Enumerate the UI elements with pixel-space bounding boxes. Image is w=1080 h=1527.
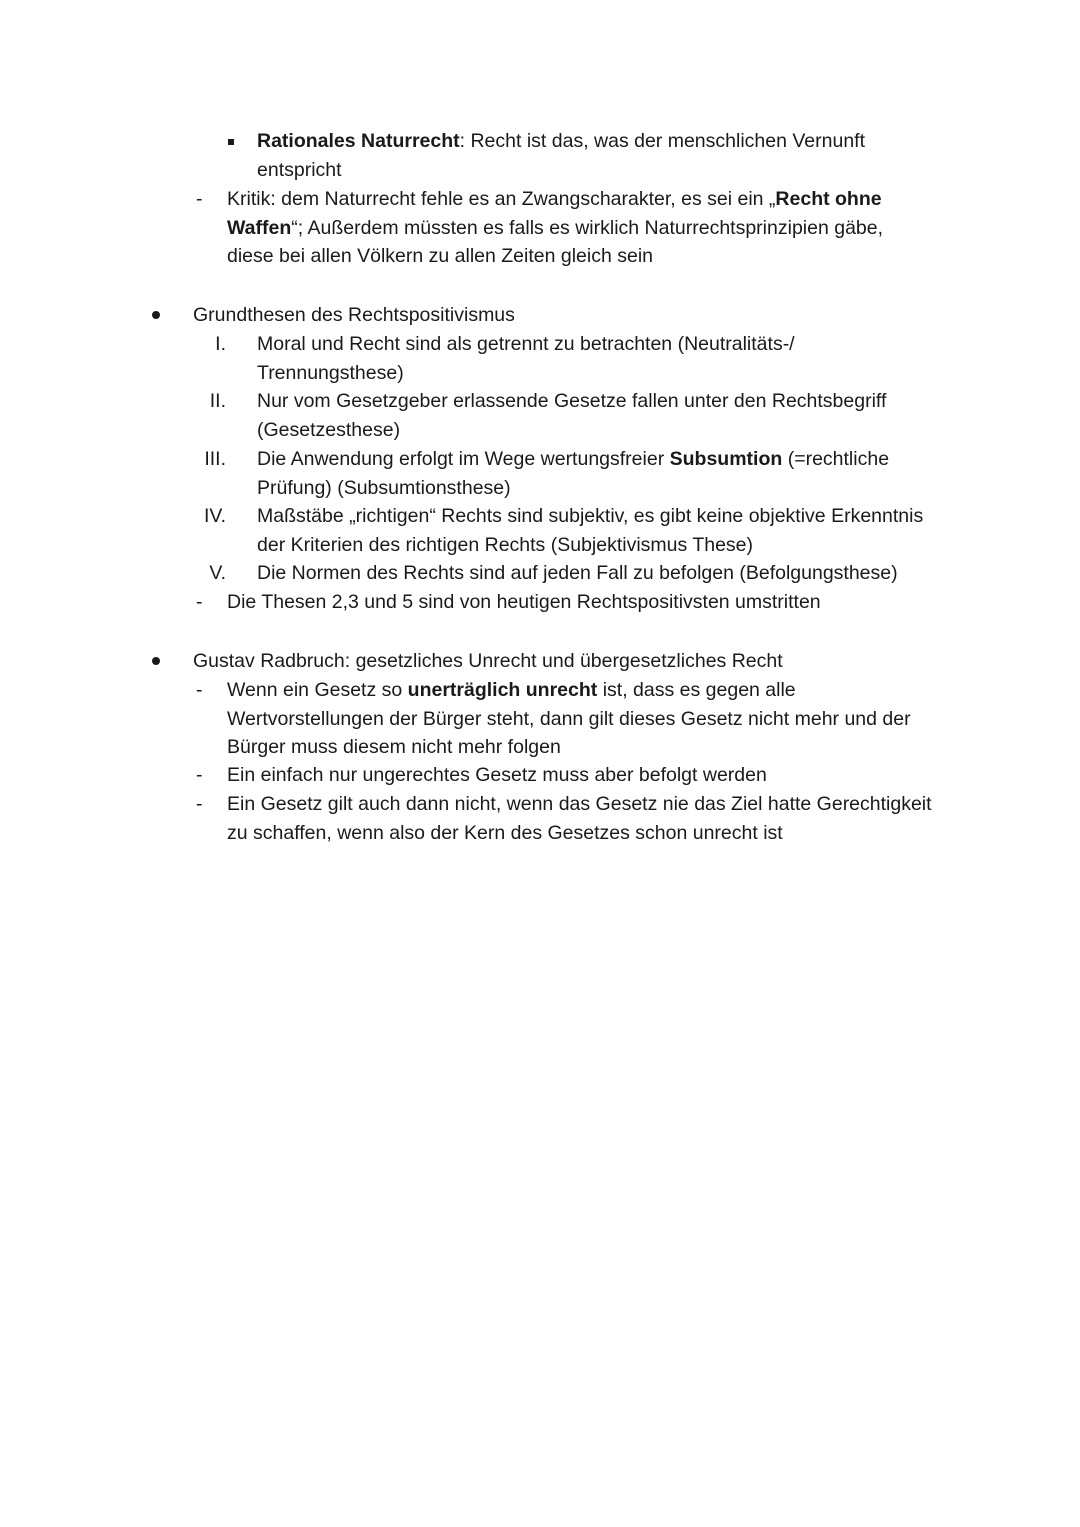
rational-naturrecht-definition: : Recht ist das, was der menschlichen Vernunft — [459, 130, 866, 152]
thesis-1-line2: Trennungsthese) — [257, 361, 404, 384]
thesis-3-line2: Prüfung) (Subsumtionsthese) — [257, 476, 511, 499]
thesis-numeral-2: II. — [209, 390, 226, 412]
thesis-numeral-4: IV. — [203, 505, 226, 527]
thesis-3 — [257, 445, 889, 502]
radbruch-point-1-a: Wenn ein Gesetz so — [227, 679, 408, 701]
dash-marker: - — [196, 764, 203, 786]
thesis-2-line2: (Gesetzesthese) — [257, 418, 401, 441]
rational-naturrecht-definition-cont: entspricht — [257, 158, 342, 181]
kritik-text-cont: “; Außerdem müssten es falls es wirklich Naturrechtsprinzipien gäbe, — [291, 216, 884, 239]
kritik-bold-recht-ohne: Recht ohne — [775, 188, 882, 210]
rational-naturrecht-item — [257, 127, 865, 184]
radbruch-point-1 — [227, 676, 911, 762]
radbruch-point-1-line3: Bürger muss diesem nicht mehr folgen — [227, 736, 561, 759]
kritik-text: Kritik: dem Naturrecht fehle es an Zwangscharakter, es sei ein „ — [227, 188, 776, 210]
thesis-2-line1: Nur vom Gesetzgeber erlassende Gesetze fallen unter den Rechtsbegriff — [257, 390, 887, 412]
kritik-bold-waffen: Waffen — [227, 216, 292, 239]
dash-marker: - — [196, 188, 203, 210]
thesis-4 — [257, 502, 923, 559]
thesis-numeral-1: I. — [215, 333, 226, 355]
radbruch-point-2: Ein einfach nur ungerechtes Gesetz muss aber befolgt werden — [227, 764, 767, 786]
square-bullet-icon — [228, 139, 234, 145]
positivismus-heading: Grundthesen des Rechtspositivismus — [193, 304, 515, 326]
thesis-3-line1b: (=rechtliche — [782, 448, 890, 470]
rational-naturrecht-term: Rationales Naturrecht — [257, 130, 460, 152]
thesis-5-line1: Die Normen des Rechts sind auf jeden Fall zu befolgen (Befolgungsthese) — [257, 562, 898, 584]
bullet-icon — [152, 311, 160, 319]
thesis-3-bold-subsumtion: Subsumtion — [669, 448, 783, 470]
radbruch-bold-unertraeglich: unerträglich unrecht — [407, 679, 598, 701]
thesis-numeral-3: III. — [204, 448, 226, 470]
dash-marker: - — [196, 679, 203, 701]
kritik-item — [227, 185, 883, 271]
thesis-1-line1: Moral und Recht sind als getrennt zu betrachten (Neutralitäts-/ — [257, 333, 795, 355]
radbruch-heading: Gustav Radbruch: gesetzliches Unrecht und übergesetzliches Recht — [193, 650, 783, 672]
radbruch-point-3-line2: zu schaffen, wenn also der Kern des Gesetzes schon unrecht ist — [227, 821, 783, 844]
thesis-2 — [257, 387, 886, 444]
dash-marker: - — [196, 793, 203, 815]
thesis-3-line1a: Die Anwendung erfolgt im Wege wertungsfreier — [257, 448, 670, 470]
radbruch-point-1-b: ist, dass es gegen alle — [597, 679, 796, 701]
bullet-icon — [152, 657, 160, 665]
kritik-text-end: diese bei allen Völkern zu allen Zeiten gleich sein — [227, 245, 654, 268]
thesis-4-line1: Maßstäbe „richtigen“ Rechts sind subjektiv, es gibt keine objektive Erkenntnis — [257, 505, 924, 527]
radbruch-point-1-line2: Wertvorstellungen der Bürger steht, dann gilt dieses Gesetz nicht mehr und der — [227, 707, 911, 730]
positivismus-note: Die Thesen 2,3 und 5 sind von heutigen Rechtspositivsten umstritten — [227, 591, 821, 613]
thesis-numeral-5: V. — [209, 562, 226, 584]
dash-marker: - — [196, 591, 203, 613]
thesis-5 — [257, 559, 898, 588]
thesis-4-line2: der Kriterien des richtigen Rechts (Subjektivismus These) — [257, 533, 754, 556]
thesis-1 — [257, 330, 795, 387]
radbruch-point-3-line1: Ein Gesetz gilt auch dann nicht, wenn das Gesetz nie das Ziel hatte Gerechtigkeit — [227, 793, 932, 815]
radbruch-point-3 — [227, 790, 932, 847]
